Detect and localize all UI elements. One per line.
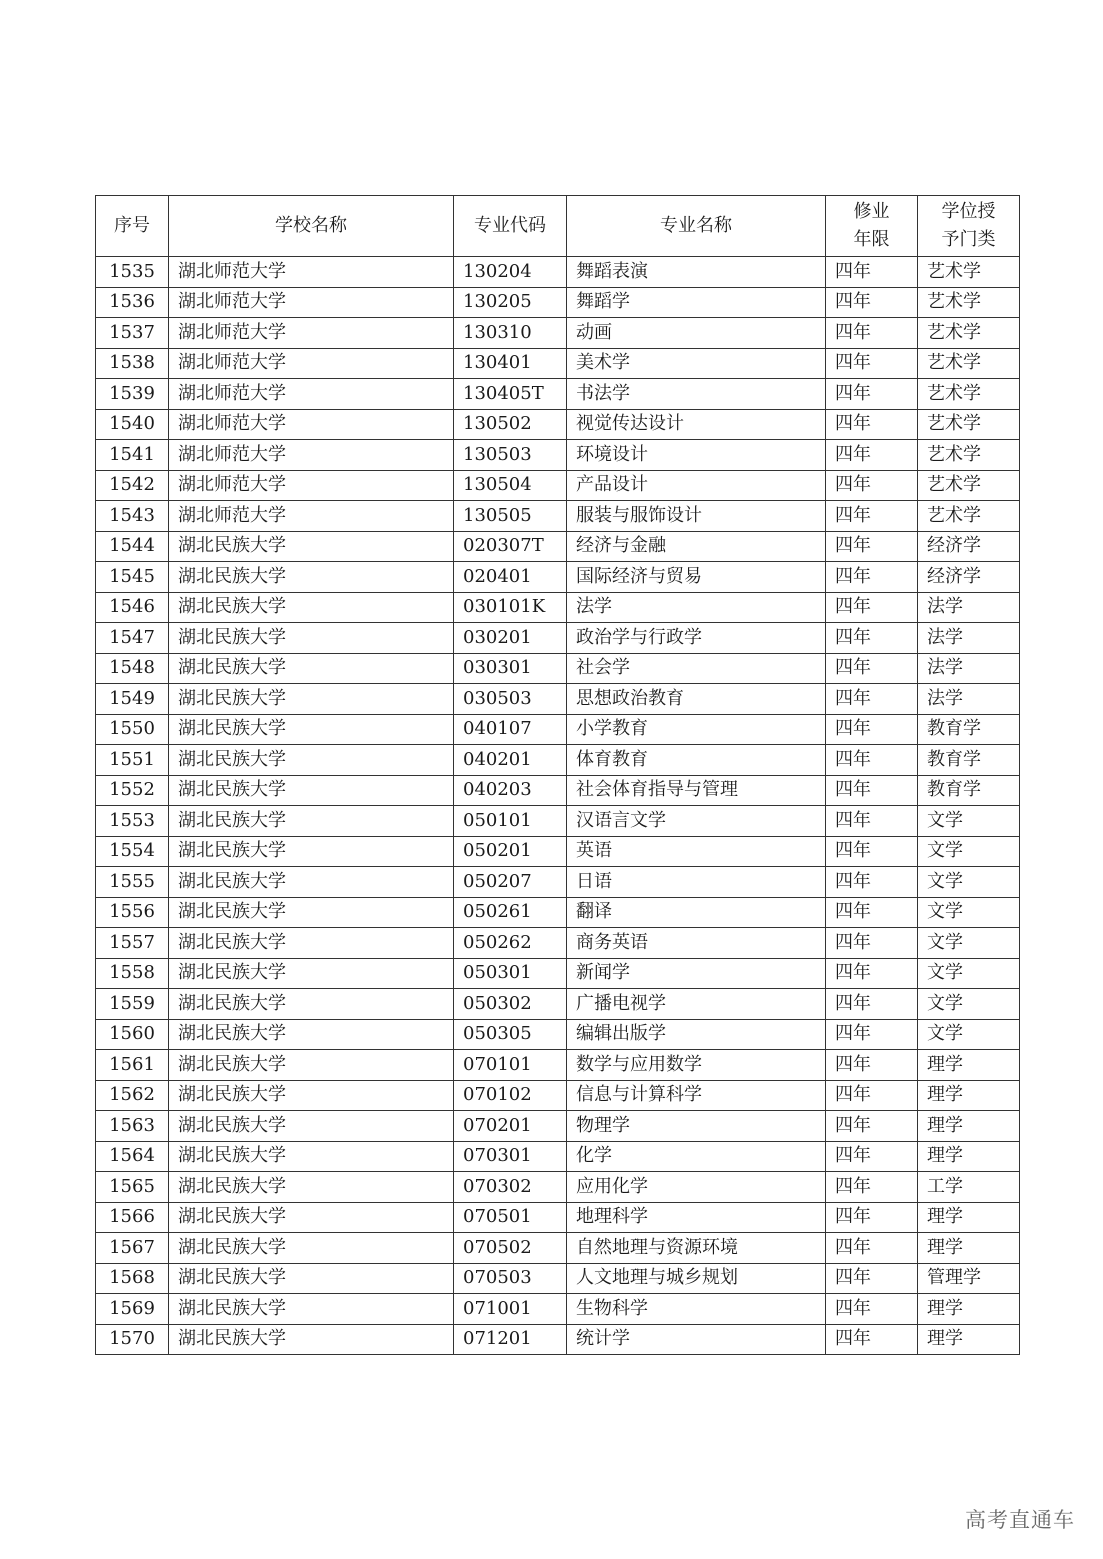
table-row xyxy=(96,1080,1020,1111)
cell-degree: 文学 xyxy=(918,897,1020,928)
cell-seq: 1537 xyxy=(96,318,169,349)
cell-seq: 1563 xyxy=(96,1111,169,1142)
cell-seq: 1565 xyxy=(96,1172,169,1203)
cell-major: 法学 xyxy=(567,592,826,623)
table-row xyxy=(96,623,1020,654)
cell-school: 湖北民族大学 xyxy=(169,592,454,623)
cell-major: 视觉传达设计 xyxy=(567,409,826,440)
table-row xyxy=(96,1050,1020,1081)
cell-code: 070102 xyxy=(454,1080,567,1111)
cell-degree: 文学 xyxy=(918,1019,1020,1050)
table-row xyxy=(96,531,1020,562)
cell-major: 思想政治教育 xyxy=(567,684,826,715)
table-body xyxy=(96,257,1020,1355)
header-degree xyxy=(918,196,1020,257)
cell-seq: 1535 xyxy=(96,257,169,288)
cell-school: 湖北民族大学 xyxy=(169,1263,454,1294)
cell-code: 070201 xyxy=(454,1111,567,1142)
table-row xyxy=(96,348,1020,379)
table-row xyxy=(96,318,1020,349)
cell-school: 湖北民族大学 xyxy=(169,775,454,806)
cell-major: 政治学与行政学 xyxy=(567,623,826,654)
cell-seq: 1540 xyxy=(96,409,169,440)
cell-seq: 1538 xyxy=(96,348,169,379)
cell-major: 应用化学 xyxy=(567,1172,826,1203)
cell-school: 湖北民族大学 xyxy=(169,562,454,593)
cell-major: 舞蹈表演 xyxy=(567,257,826,288)
cell-code: 070302 xyxy=(454,1172,567,1203)
table-row xyxy=(96,562,1020,593)
cell-degree: 法学 xyxy=(918,592,1020,623)
cell-seq: 1553 xyxy=(96,806,169,837)
cell-duration: 四年 xyxy=(826,1080,918,1111)
cell-duration: 四年 xyxy=(826,1294,918,1325)
table-row xyxy=(96,501,1020,532)
cell-duration: 四年 xyxy=(826,440,918,471)
cell-school: 湖北民族大学 xyxy=(169,623,454,654)
cell-seq: 1568 xyxy=(96,1263,169,1294)
cell-seq: 1544 xyxy=(96,531,169,562)
cell-code: 040203 xyxy=(454,775,567,806)
cell-major: 自然地理与资源环境 xyxy=(567,1233,826,1264)
cell-major: 美术学 xyxy=(567,348,826,379)
table-row xyxy=(96,1111,1020,1142)
cell-seq: 1567 xyxy=(96,1233,169,1264)
cell-degree: 理学 xyxy=(918,1294,1020,1325)
table-header xyxy=(96,196,1020,257)
cell-code: 130204 xyxy=(454,257,567,288)
cell-degree: 理学 xyxy=(918,1233,1020,1264)
cell-major: 统计学 xyxy=(567,1324,826,1355)
cell-major: 广播电视学 xyxy=(567,989,826,1020)
cell-major: 新闻学 xyxy=(567,958,826,989)
cell-major: 动画 xyxy=(567,318,826,349)
cell-school: 湖北民族大学 xyxy=(169,1111,454,1142)
cell-duration: 四年 xyxy=(826,1202,918,1233)
cell-degree: 理学 xyxy=(918,1324,1020,1355)
cell-code: 071001 xyxy=(454,1294,567,1325)
cell-school: 湖北民族大学 xyxy=(169,867,454,898)
cell-seq: 1536 xyxy=(96,287,169,318)
cell-seq: 1549 xyxy=(96,684,169,715)
cell-degree: 艺术学 xyxy=(918,257,1020,288)
cell-major: 数学与应用数学 xyxy=(567,1050,826,1081)
cell-degree: 艺术学 xyxy=(918,440,1020,471)
cell-major: 信息与计算科学 xyxy=(567,1080,826,1111)
cell-duration: 四年 xyxy=(826,1019,918,1050)
table-row xyxy=(96,1324,1020,1355)
majors-table xyxy=(95,195,1020,1355)
header-row xyxy=(96,196,1020,257)
cell-seq: 1546 xyxy=(96,592,169,623)
cell-degree: 理学 xyxy=(918,1050,1020,1081)
cell-degree: 教育学 xyxy=(918,745,1020,776)
cell-school: 湖北民族大学 xyxy=(169,1050,454,1081)
cell-school: 湖北师范大学 xyxy=(169,348,454,379)
cell-duration: 四年 xyxy=(826,287,918,318)
cell-duration: 四年 xyxy=(826,958,918,989)
cell-duration: 四年 xyxy=(826,897,918,928)
cell-school: 湖北民族大学 xyxy=(169,989,454,1020)
table-row xyxy=(96,1294,1020,1325)
table-row xyxy=(96,592,1020,623)
cell-duration: 四年 xyxy=(826,775,918,806)
header-code: 专业代码 xyxy=(454,196,567,257)
cell-code: 070502 xyxy=(454,1233,567,1264)
cell-degree: 管理学 xyxy=(918,1263,1020,1294)
cell-degree: 法学 xyxy=(918,653,1020,684)
cell-code: 050301 xyxy=(454,958,567,989)
cell-school: 湖北民族大学 xyxy=(169,1019,454,1050)
cell-degree: 理学 xyxy=(918,1202,1020,1233)
cell-code: 050207 xyxy=(454,867,567,898)
cell-seq: 1557 xyxy=(96,928,169,959)
cell-major: 翻译 xyxy=(567,897,826,928)
cell-degree: 理学 xyxy=(918,1080,1020,1111)
cell-seq: 1566 xyxy=(96,1202,169,1233)
cell-major: 舞蹈学 xyxy=(567,287,826,318)
header-seq: 序号 xyxy=(96,196,169,257)
cell-seq: 1556 xyxy=(96,897,169,928)
cell-degree: 工学 xyxy=(918,1172,1020,1203)
table-row xyxy=(96,989,1020,1020)
cell-degree: 艺术学 xyxy=(918,501,1020,532)
cell-duration: 四年 xyxy=(826,409,918,440)
cell-major: 人文地理与城乡规划 xyxy=(567,1263,826,1294)
cell-seq: 1548 xyxy=(96,653,169,684)
cell-code: 050302 xyxy=(454,989,567,1020)
cell-seq: 1542 xyxy=(96,470,169,501)
watermark-text: 高考直通车 xyxy=(965,1508,1075,1532)
table-row xyxy=(96,745,1020,776)
cell-seq: 1555 xyxy=(96,867,169,898)
cell-school: 湖北民族大学 xyxy=(169,745,454,776)
table-row xyxy=(96,714,1020,745)
cell-school: 湖北民族大学 xyxy=(169,531,454,562)
cell-major: 物理学 xyxy=(567,1111,826,1142)
cell-duration: 四年 xyxy=(826,531,918,562)
cell-school: 湖北民族大学 xyxy=(169,958,454,989)
cell-duration: 四年 xyxy=(826,1172,918,1203)
cell-degree: 教育学 xyxy=(918,775,1020,806)
cell-duration: 四年 xyxy=(826,1263,918,1294)
header-duration-line1: 修业 xyxy=(853,201,890,222)
cell-code: 130504 xyxy=(454,470,567,501)
cell-code: 040201 xyxy=(454,745,567,776)
cell-seq: 1561 xyxy=(96,1050,169,1081)
cell-school: 湖北民族大学 xyxy=(169,653,454,684)
table-row xyxy=(96,1172,1020,1203)
cell-school: 湖北师范大学 xyxy=(169,440,454,471)
cell-duration: 四年 xyxy=(826,348,918,379)
cell-code: 030301 xyxy=(454,653,567,684)
cell-duration: 四年 xyxy=(826,562,918,593)
cell-seq: 1560 xyxy=(96,1019,169,1050)
cell-duration: 四年 xyxy=(826,714,918,745)
cell-seq: 1543 xyxy=(96,501,169,532)
table-row xyxy=(96,1019,1020,1050)
cell-code: 030201 xyxy=(454,623,567,654)
cell-school: 湖北师范大学 xyxy=(169,470,454,501)
cell-major: 经济与金融 xyxy=(567,531,826,562)
cell-seq: 1554 xyxy=(96,836,169,867)
cell-school: 湖北民族大学 xyxy=(169,928,454,959)
cell-duration: 四年 xyxy=(826,592,918,623)
cell-duration: 四年 xyxy=(826,867,918,898)
cell-degree: 理学 xyxy=(918,1111,1020,1142)
cell-school: 湖北民族大学 xyxy=(169,1080,454,1111)
cell-seq: 1570 xyxy=(96,1324,169,1355)
cell-major: 地理科学 xyxy=(567,1202,826,1233)
cell-duration: 四年 xyxy=(826,1111,918,1142)
cell-school: 湖北民族大学 xyxy=(169,1172,454,1203)
cell-duration: 四年 xyxy=(826,1233,918,1264)
cell-degree: 艺术学 xyxy=(918,348,1020,379)
cell-code: 020401 xyxy=(454,562,567,593)
table-row xyxy=(96,440,1020,471)
cell-major: 社会体育指导与管理 xyxy=(567,775,826,806)
cell-code: 020307T xyxy=(454,531,567,562)
table-row xyxy=(96,1263,1020,1294)
cell-major: 国际经济与贸易 xyxy=(567,562,826,593)
cell-code: 070503 xyxy=(454,1263,567,1294)
cell-duration: 四年 xyxy=(826,257,918,288)
cell-degree: 经济学 xyxy=(918,562,1020,593)
header-school: 学校名称 xyxy=(169,196,454,257)
cell-seq: 1569 xyxy=(96,1294,169,1325)
cell-code: 050262 xyxy=(454,928,567,959)
cell-duration: 四年 xyxy=(826,745,918,776)
cell-duration: 四年 xyxy=(826,928,918,959)
cell-seq: 1550 xyxy=(96,714,169,745)
cell-code: 050101 xyxy=(454,806,567,837)
table-row xyxy=(96,287,1020,318)
table-row xyxy=(96,775,1020,806)
cell-degree: 教育学 xyxy=(918,714,1020,745)
cell-seq: 1562 xyxy=(96,1080,169,1111)
cell-code: 050201 xyxy=(454,836,567,867)
cell-seq: 1559 xyxy=(96,989,169,1020)
table-row xyxy=(96,806,1020,837)
cell-duration: 四年 xyxy=(826,989,918,1020)
cell-major: 书法学 xyxy=(567,379,826,410)
header-duration-line2: 年限 xyxy=(853,229,890,250)
cell-degree: 艺术学 xyxy=(918,287,1020,318)
table-row xyxy=(96,836,1020,867)
cell-code: 030503 xyxy=(454,684,567,715)
cell-degree: 艺术学 xyxy=(918,409,1020,440)
cell-duration: 四年 xyxy=(826,836,918,867)
table-row xyxy=(96,958,1020,989)
cell-school: 湖北师范大学 xyxy=(169,501,454,532)
cell-seq: 1552 xyxy=(96,775,169,806)
cell-seq: 1564 xyxy=(96,1141,169,1172)
cell-code: 130401 xyxy=(454,348,567,379)
cell-degree: 艺术学 xyxy=(918,470,1020,501)
table-row xyxy=(96,379,1020,410)
cell-major: 化学 xyxy=(567,1141,826,1172)
table-row xyxy=(96,1141,1020,1172)
cell-degree: 法学 xyxy=(918,684,1020,715)
cell-school: 湖北师范大学 xyxy=(169,409,454,440)
cell-major: 环境设计 xyxy=(567,440,826,471)
cell-school: 湖北民族大学 xyxy=(169,836,454,867)
cell-school: 湖北民族大学 xyxy=(169,1233,454,1264)
table-row xyxy=(96,928,1020,959)
header-duration xyxy=(826,196,918,257)
table-row xyxy=(96,867,1020,898)
cell-major: 生物科学 xyxy=(567,1294,826,1325)
cell-school: 湖北民族大学 xyxy=(169,1202,454,1233)
cell-seq: 1539 xyxy=(96,379,169,410)
table-row xyxy=(96,1233,1020,1264)
cell-duration: 四年 xyxy=(826,1324,918,1355)
cell-degree: 文学 xyxy=(918,958,1020,989)
cell-seq: 1558 xyxy=(96,958,169,989)
cell-degree: 文学 xyxy=(918,836,1020,867)
cell-code: 070301 xyxy=(454,1141,567,1172)
header-major: 专业名称 xyxy=(567,196,826,257)
cell-degree: 文学 xyxy=(918,867,1020,898)
table-row xyxy=(96,470,1020,501)
cell-school: 湖北师范大学 xyxy=(169,318,454,349)
cell-major: 服装与服饰设计 xyxy=(567,501,826,532)
cell-major: 体育教育 xyxy=(567,745,826,776)
cell-school: 湖北民族大学 xyxy=(169,1324,454,1355)
table-row xyxy=(96,257,1020,288)
cell-degree: 经济学 xyxy=(918,531,1020,562)
cell-major: 英语 xyxy=(567,836,826,867)
cell-degree: 艺术学 xyxy=(918,379,1020,410)
cell-code: 050305 xyxy=(454,1019,567,1050)
cell-code: 130502 xyxy=(454,409,567,440)
cell-code: 130503 xyxy=(454,440,567,471)
cell-seq: 1551 xyxy=(96,745,169,776)
table-row xyxy=(96,409,1020,440)
cell-degree: 艺术学 xyxy=(918,318,1020,349)
cell-code: 130505 xyxy=(454,501,567,532)
cell-duration: 四年 xyxy=(826,470,918,501)
cell-school: 湖北师范大学 xyxy=(169,287,454,318)
cell-degree: 文学 xyxy=(918,806,1020,837)
table-row xyxy=(96,897,1020,928)
cell-major: 商务英语 xyxy=(567,928,826,959)
cell-major: 汉语言文学 xyxy=(567,806,826,837)
cell-code: 050261 xyxy=(454,897,567,928)
cell-duration: 四年 xyxy=(826,684,918,715)
cell-school: 湖北民族大学 xyxy=(169,684,454,715)
cell-school: 湖北民族大学 xyxy=(169,1141,454,1172)
cell-seq: 1541 xyxy=(96,440,169,471)
cell-code: 130405T xyxy=(454,379,567,410)
cell-code: 040107 xyxy=(454,714,567,745)
table-row xyxy=(96,1202,1020,1233)
cell-seq: 1545 xyxy=(96,562,169,593)
cell-code: 130205 xyxy=(454,287,567,318)
table-row xyxy=(96,684,1020,715)
cell-code: 030101K xyxy=(454,592,567,623)
cell-major: 小学教育 xyxy=(567,714,826,745)
cell-school: 湖北民族大学 xyxy=(169,1294,454,1325)
cell-duration: 四年 xyxy=(826,318,918,349)
cell-duration: 四年 xyxy=(826,806,918,837)
cell-code: 070501 xyxy=(454,1202,567,1233)
cell-duration: 四年 xyxy=(826,1141,918,1172)
cell-duration: 四年 xyxy=(826,501,918,532)
cell-degree: 文学 xyxy=(918,928,1020,959)
cell-degree: 文学 xyxy=(918,989,1020,1020)
cell-duration: 四年 xyxy=(826,379,918,410)
cell-duration: 四年 xyxy=(826,1050,918,1081)
cell-code: 130310 xyxy=(454,318,567,349)
cell-code: 070101 xyxy=(454,1050,567,1081)
cell-major: 产品设计 xyxy=(567,470,826,501)
cell-major: 日语 xyxy=(567,867,826,898)
header-degree-line2: 予门类 xyxy=(941,229,996,250)
cell-school: 湖北师范大学 xyxy=(169,379,454,410)
cell-school: 湖北民族大学 xyxy=(169,897,454,928)
cell-degree: 理学 xyxy=(918,1141,1020,1172)
cell-degree: 法学 xyxy=(918,623,1020,654)
cell-code: 071201 xyxy=(454,1324,567,1355)
cell-major: 社会学 xyxy=(567,653,826,684)
cell-duration: 四年 xyxy=(826,623,918,654)
cell-major: 编辑出版学 xyxy=(567,1019,826,1050)
cell-school: 湖北民族大学 xyxy=(169,714,454,745)
cell-seq: 1547 xyxy=(96,623,169,654)
header-degree-line1: 学位授 xyxy=(941,201,996,222)
cell-school: 湖北师范大学 xyxy=(169,257,454,288)
cell-duration: 四年 xyxy=(826,653,918,684)
table-row xyxy=(96,653,1020,684)
cell-school: 湖北民族大学 xyxy=(169,806,454,837)
